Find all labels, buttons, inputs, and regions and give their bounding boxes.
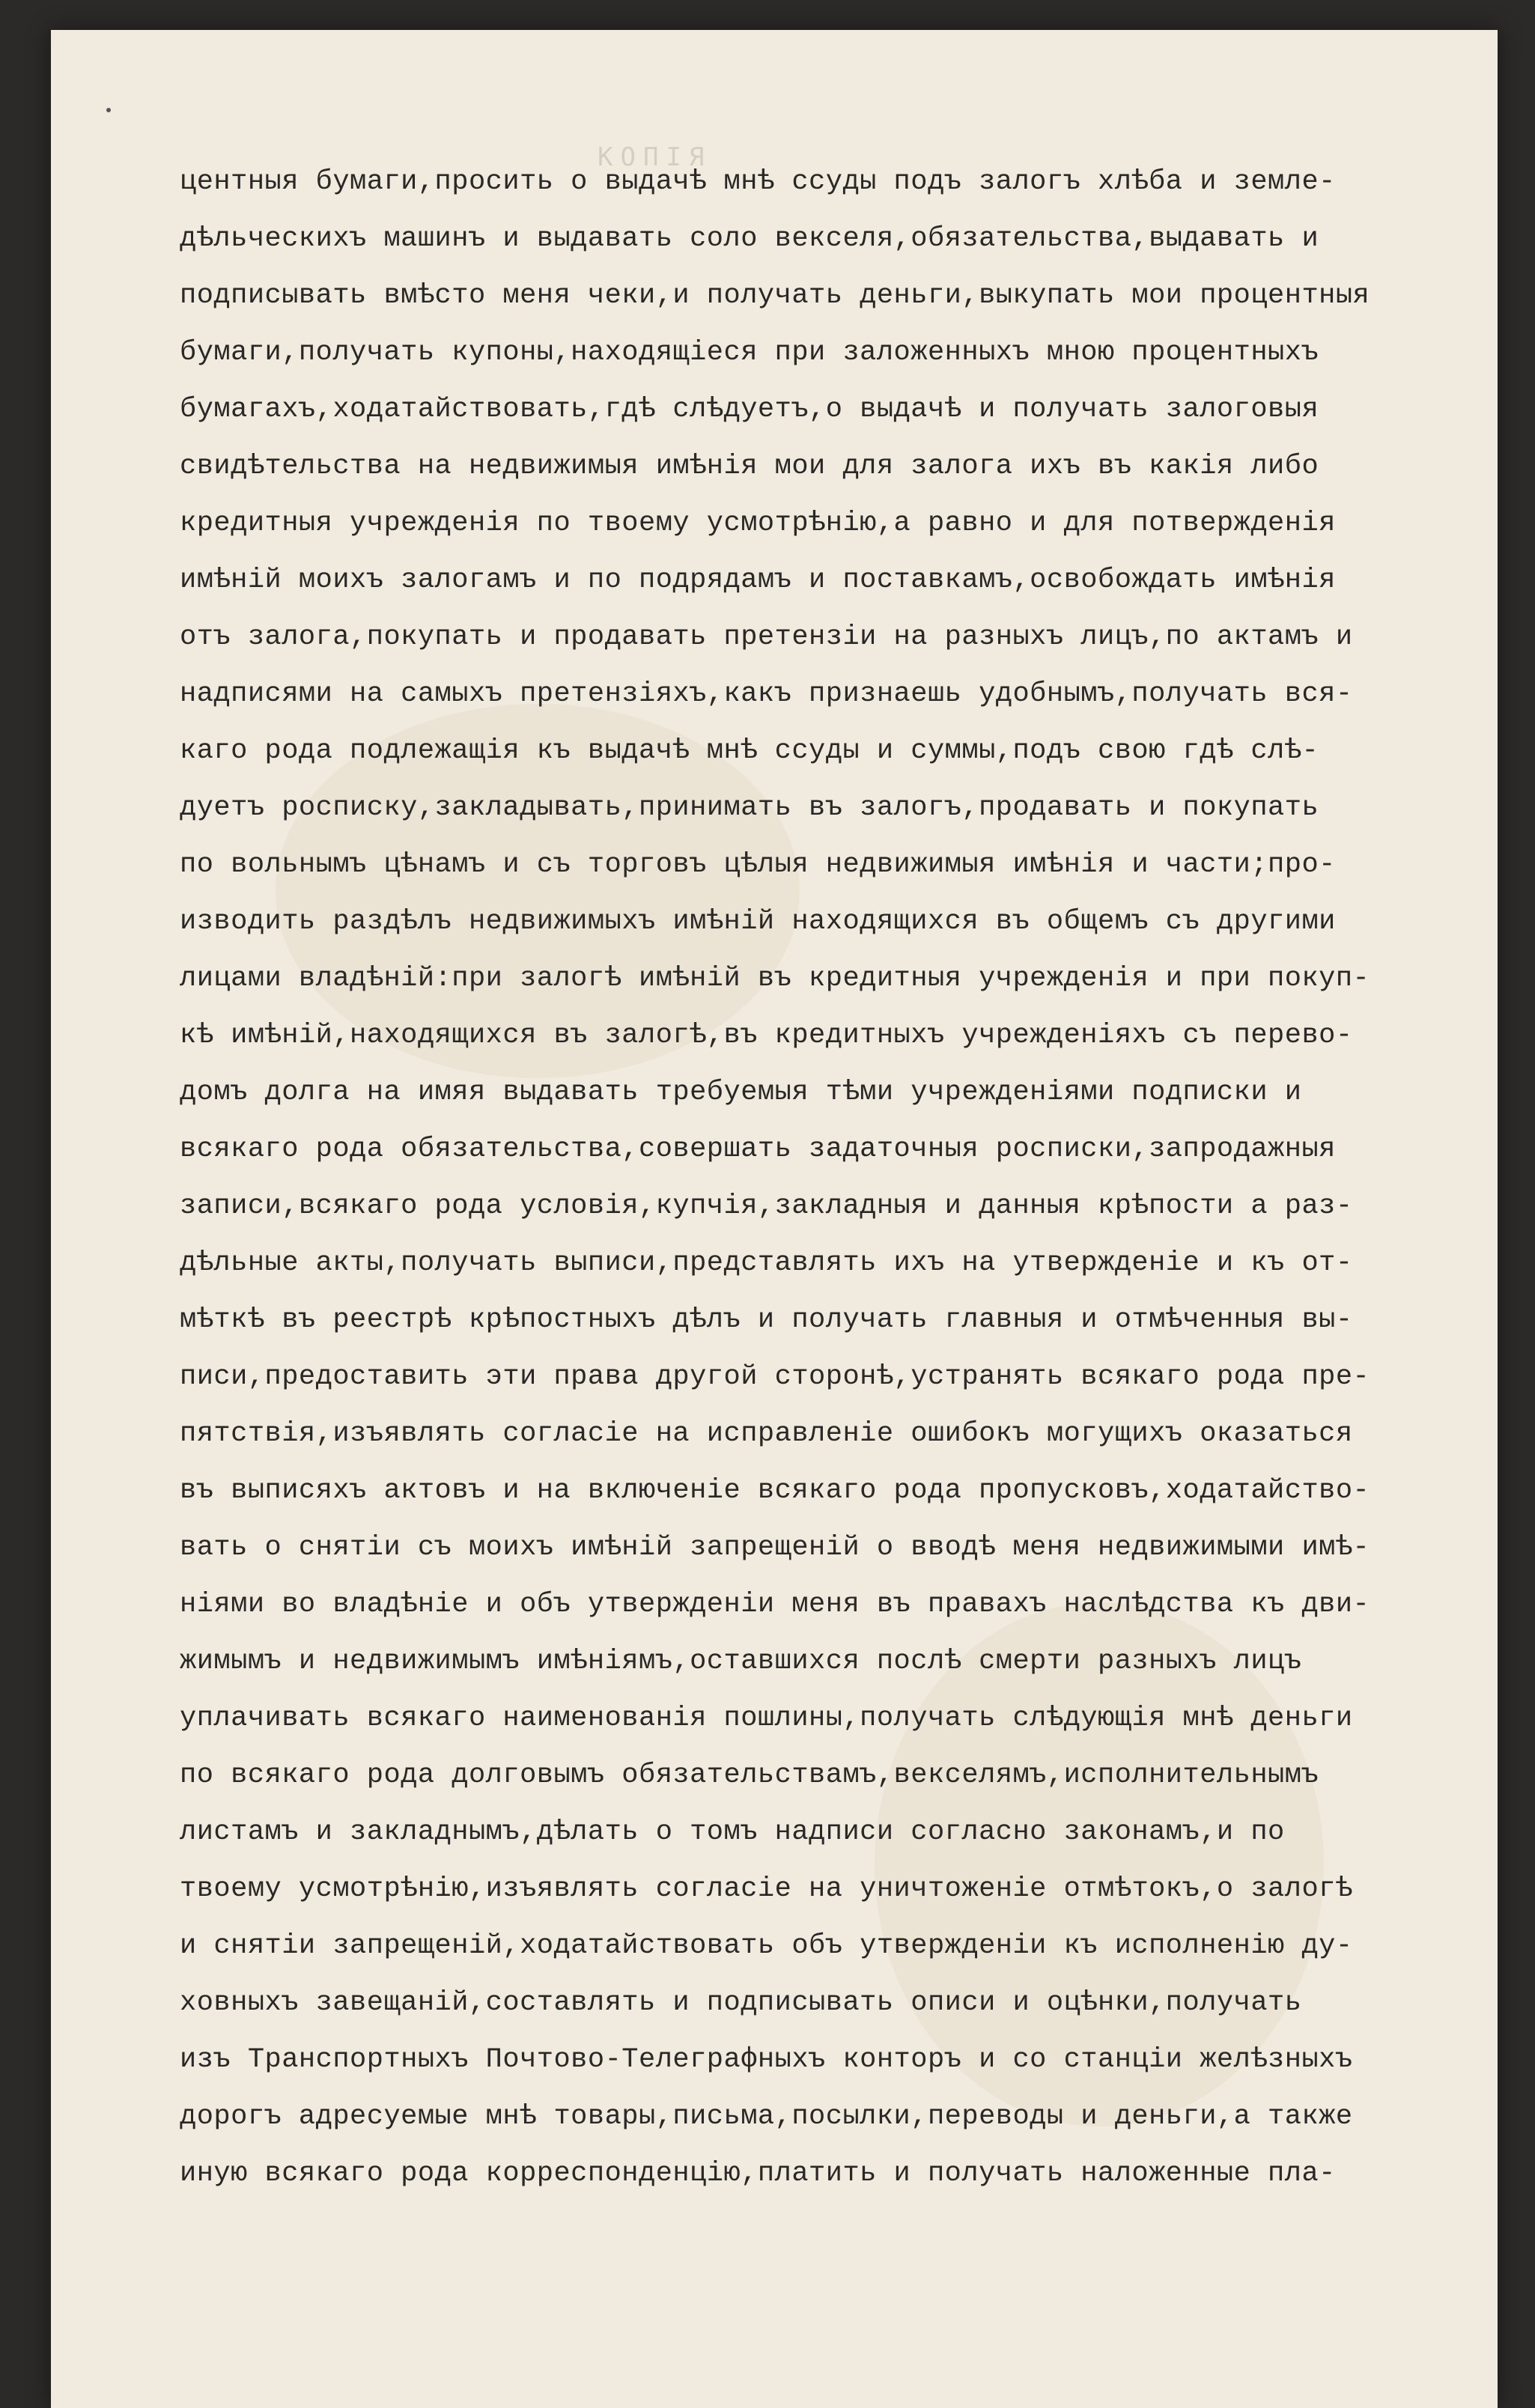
text-line: иную всякаго рода корреспонденцію,платить и получать наложенные пла-	[180, 2158, 1336, 2189]
typed-text-block	[180, 153, 1453, 2202]
text-line: бумаги,получать купоны,находящіеся при заложенныхъ мною процентныхъ	[180, 337, 1319, 368]
text-line: дуетъ росписку,закладывать,принимать въ залогъ,продавать и покупать	[180, 792, 1319, 824]
text-line: изводить раздѣлъ недвижимыхъ имѣній находящихся въ общемъ съ другими	[180, 906, 1336, 937]
text-line: ніями во владѣніе и объ утвержденіи меня въ правахъ наслѣдства къ дви-	[180, 1589, 1370, 1620]
text-line: изъ Транспортныхъ Почтово-Телеграфныхъ конторъ и со станціи желѣзныхъ	[180, 2044, 1353, 2076]
text-line: отъ залога,покупать и продавать претензіи на разныхъ лицъ,по актамъ и	[180, 621, 1353, 653]
text-line: имѣній моихъ залогамъ и по подрядамъ и поставкамъ,освобождать имѣнія	[180, 565, 1336, 596]
text-line: центныя бумаги,просить о выдачѣ мнѣ ссуды подъ залогъ хлѣба и земле-	[180, 166, 1336, 198]
text-line: дѣльческихъ машинъ и выдавать соло векселя,обязательства,выдавать и	[180, 223, 1319, 255]
text-line: пятствія,изъявлять согласіе на исправленіе ошибокъ могущихъ оказаться	[180, 1418, 1353, 1450]
text-line: дорогъ адресуемые мнѣ товары,письма,посылки,переводы и деньги,а также	[180, 2101, 1353, 2132]
text-line: уплачивать всякаго наименованія пошлины,получать слѣдующія мнѣ деньги	[180, 1703, 1353, 1734]
text-line: твоему усмотрѣнію,изъявлять согласіе на уничтоженіе отмѣтокъ,о залогѣ	[180, 1873, 1353, 1905]
text-line: надписями на самыхъ претензіяхъ,какъ признаешь удобнымъ,получать вся-	[180, 678, 1353, 710]
text-line: записи,всякаго рода условія,купчія,закладныя и данныя крѣпости а раз-	[180, 1191, 1353, 1222]
text-line: подписывать вмѣсто меня чеки,и получать деньги,выкупать мои процентныя	[180, 280, 1370, 311]
text-line: бумагахъ,ходатайствовать,гдѣ слѣдуетъ,о выдачѣ и получать залоговыя	[180, 394, 1319, 425]
text-line: вать о снятіи съ моихъ имѣній запрещеній о вводѣ меня недвижимыми имѣ-	[180, 1532, 1370, 1563]
text-line: дѣльные акты,получать выписи,представлять ихъ на утвержденіе и къ от-	[180, 1247, 1353, 1279]
ghost-heading: КОПІЯ	[598, 142, 712, 172]
text-line: по всякаго рода долговымъ обязательствамъ,векселямъ,исполнительнымъ	[180, 1760, 1319, 1791]
text-line: кредитныя учрежденія по твоему усмотрѣнію,а равно и для потвержденія	[180, 508, 1336, 539]
text-line: въ выписяхъ актовъ и на включеніе всякаго рода пропусковъ,ходатайство-	[180, 1475, 1370, 1506]
text-line: писи,предоставить эти права другой сторонѣ,устранять всякаго рода пре-	[180, 1361, 1370, 1393]
text-line: всякаго рода обязательства,совершать задаточныя росписки,запродажныя	[180, 1134, 1336, 1165]
text-line: домъ долга на имяя выдавать требуемыя тѣми учрежденіями подписки и	[180, 1077, 1302, 1108]
text-line: и снятіи запрещеній,ходатайствовать объ утвержденіи къ исполненію ду-	[180, 1930, 1353, 1962]
text-line: каго рода подлежащія къ выдачѣ мнѣ ссуды и суммы,подъ свою гдѣ слѣ-	[180, 735, 1319, 767]
text-line: листамъ и закладнымъ,дѣлать о томъ надписи согласно законамъ,и по	[180, 1816, 1285, 1848]
text-line: по вольнымъ цѣнамъ и съ торговъ цѣлыя недвижимыя имѣнія и части;про-	[180, 849, 1336, 881]
text-line: кѣ имѣній,находящихся въ залогѣ,въ кредитныхъ учрежденіяхъ съ перево-	[180, 1020, 1353, 1051]
text-line: ховныхъ завещаній,составлять и подписывать описи и оцѣнки,получать	[180, 1987, 1302, 2019]
text-line: жимымъ и недвижимымъ имѣніямъ,оставшихся послѣ смерти разныхъ лицъ	[180, 1646, 1302, 1677]
text-line: свидѣтельства на недвижимыя имѣнія мои для залога ихъ въ какія либо	[180, 451, 1319, 482]
margin-dot	[106, 108, 111, 112]
text-line: лицами владѣній:при залогѣ имѣній въ кредитныя учрежденія и при покуп-	[180, 963, 1370, 994]
text-line: мѣткѣ въ реестрѣ крѣпостныхъ дѣлъ и получать главныя и отмѣченныя вы-	[180, 1304, 1353, 1336]
